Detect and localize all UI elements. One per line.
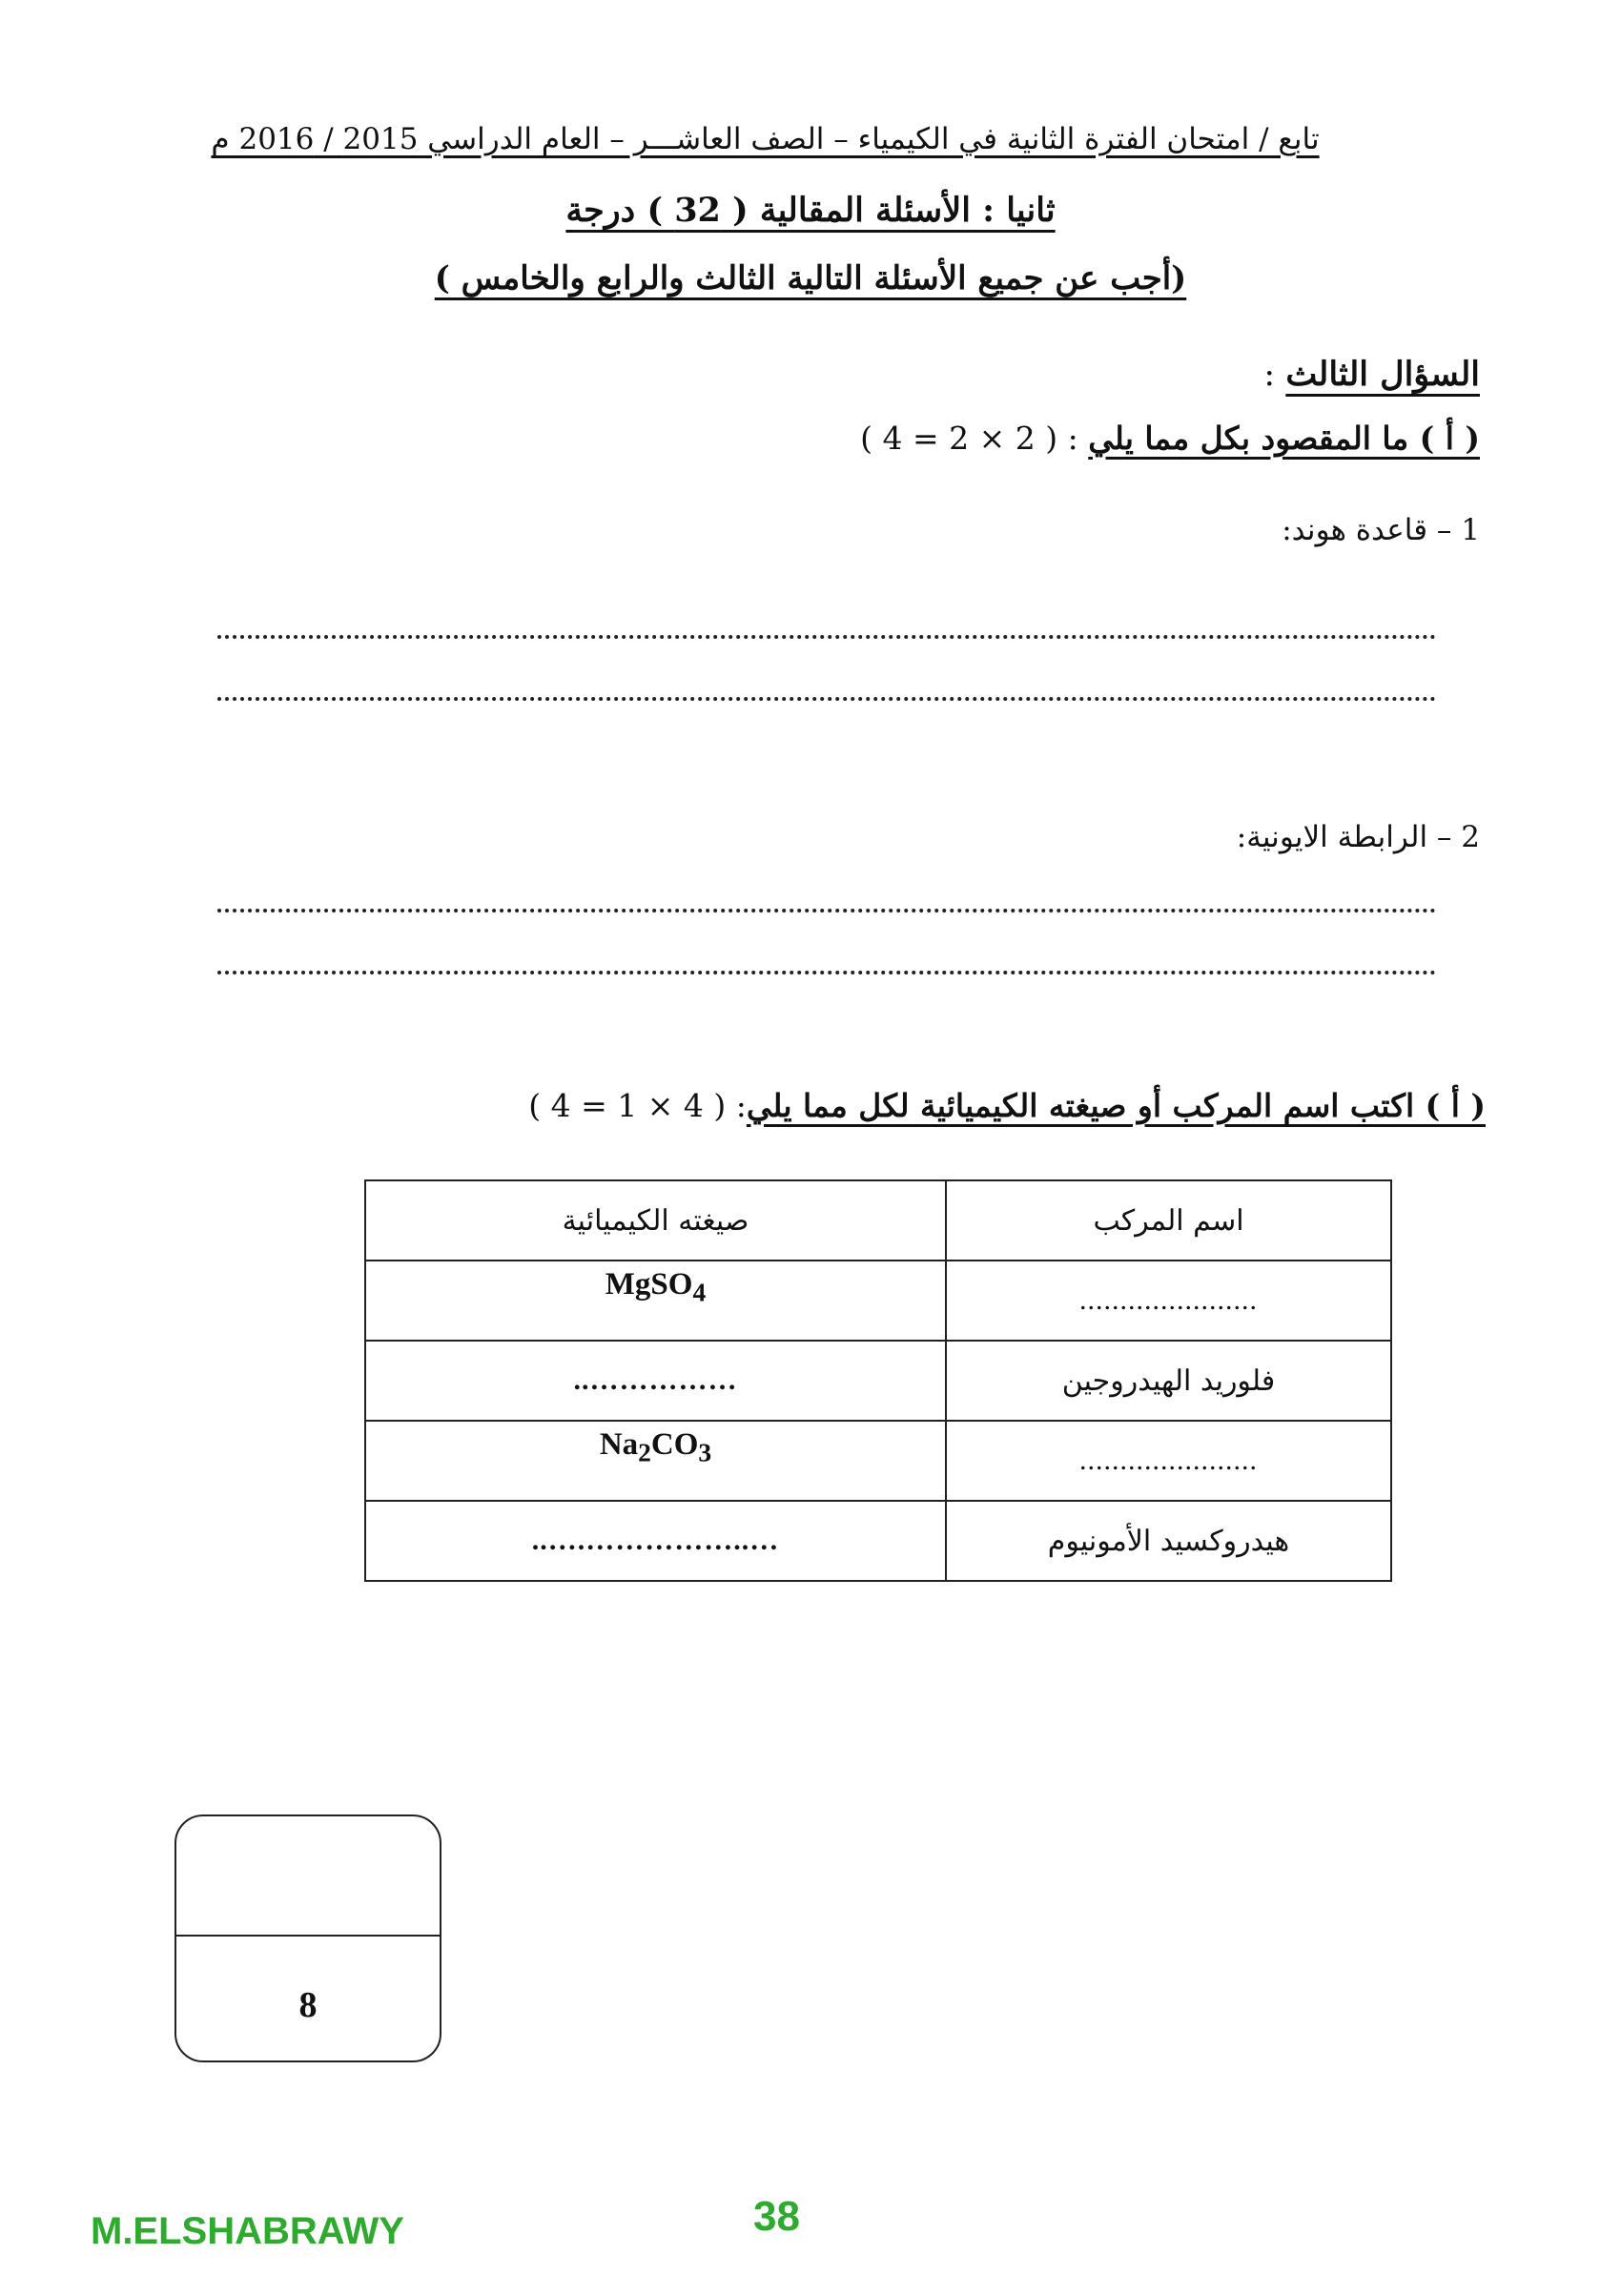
formula-cell[interactable]: …..…………….…..	[365, 1501, 946, 1581]
formula-tail: CO	[650, 1426, 699, 1462]
formula-subscript: 3	[698, 1437, 712, 1467]
header-chemical-formula: صيغته الكيميائية	[365, 1180, 946, 1261]
part-b-heading	[528, 1087, 1486, 1124]
header-compound-name: اسم المركب	[946, 1180, 1391, 1261]
page-number: 38	[753, 2193, 800, 2240]
table-header-row	[365, 1180, 1391, 1261]
table-row	[365, 1501, 1391, 1581]
score-box	[174, 1814, 441, 2062]
exam-header: تابع / امتحان الفترة الثانية في الكيمياء – الصف العاشـــر – العام الدراسي 2015 / 2016 م	[211, 122, 1320, 156]
formula-cell	[365, 1421, 946, 1501]
part-b-marks: : ( 4 × 1 = 4 )	[528, 1087, 747, 1124]
part-a-label: ( أ ) ما المقصود بكل مما يلي	[1088, 420, 1480, 457]
question-3-title-text: السؤال الثالث	[1285, 355, 1480, 394]
score-total: 8	[298, 1985, 318, 2025]
answer-line[interactable]	[217, 629, 1436, 639]
section-title: ثانيا : الأسئلة المقالية ( 32 ) درجة	[565, 191, 1056, 230]
author-credit: M.ELSHABRAWY	[91, 2210, 404, 2252]
formula-text	[599, 1426, 712, 1467]
part-a-marks: : ( 2 × 2 = 4 )	[860, 420, 1089, 457]
answer-line[interactable]	[217, 691, 1436, 701]
formula-subscript: 4	[692, 1277, 707, 1307]
compound-name-cell: فلوريد الهيدروجين	[946, 1341, 1391, 1421]
table-row	[365, 1421, 1391, 1501]
score-box-divider	[176, 1935, 440, 1937]
section-instruction: (أجب عن جميع الأسئلة التالية الثالث والرابع والخامس )	[434, 259, 1187, 297]
item-ionic-bond: 2 – الرابطة الايونية:	[1236, 820, 1480, 854]
question-3-title	[1263, 355, 1480, 394]
item-hund-rule: 1 – قاعدة هوند:	[1282, 513, 1480, 547]
part-a-heading	[860, 420, 1480, 457]
formula-text	[605, 1266, 707, 1307]
formula-cell	[365, 1261, 946, 1341]
question-3-title-colon: :	[1263, 356, 1286, 394]
compounds-table	[364, 1179, 1392, 1582]
table-row	[365, 1261, 1391, 1341]
formula-main: Na	[599, 1426, 639, 1462]
formula-cell[interactable]: ……………..	[365, 1341, 946, 1421]
compound-name-cell[interactable]: ......................	[946, 1421, 1391, 1501]
compound-name-cell[interactable]: ......................	[946, 1261, 1391, 1341]
table-row	[365, 1341, 1391, 1421]
formula-main: MgSO	[605, 1266, 693, 1302]
formula-subscript: 2	[638, 1437, 651, 1467]
part-b-label: ( أ ) اكتب اسم المركب أو صيغته الكيميائية لكل مما يلي	[746, 1087, 1486, 1124]
answer-line[interactable]	[217, 965, 1436, 974]
answer-line[interactable]	[217, 903, 1436, 912]
compound-name-cell: هيدروكسيد الأمونيوم	[946, 1501, 1391, 1581]
